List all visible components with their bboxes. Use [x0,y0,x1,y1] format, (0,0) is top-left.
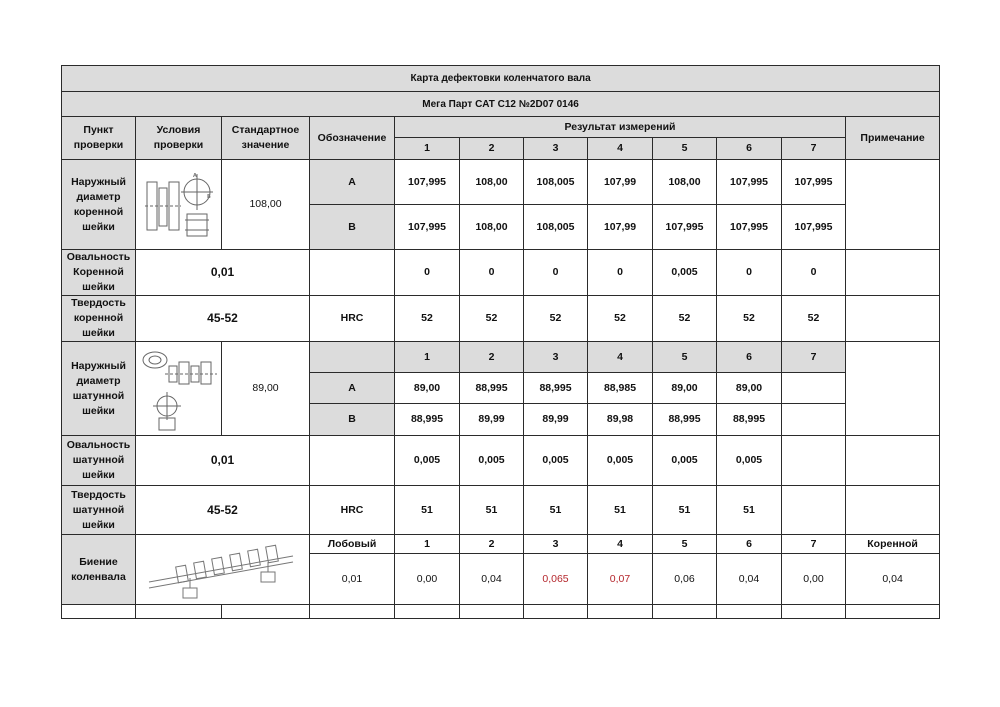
runout-value-highlighted: 0,07 [588,554,653,605]
value-cell: 52 [524,296,588,342]
card-subtitle: Мега Парт CAT C12 №2D07 0146 [62,92,940,117]
runout-col-1: 1 [395,535,460,554]
value-cell: 51 [524,486,588,535]
value-cell: 51 [717,486,782,535]
rod-col-4: 4 [588,342,653,373]
runout-note-value: 0,04 [846,554,940,605]
header-col-4: 4 [588,138,653,160]
designation-b: B [310,205,395,250]
runout-col-2: 2 [460,535,524,554]
defect-card-table [61,65,940,619]
value-cell: 107,995 [782,160,846,205]
header-point: Пункт проверки [62,117,136,160]
rod-journal-drawing-icon [139,346,219,432]
designation-a: A [310,373,395,404]
value-cell: 0 [395,250,460,296]
main-journal-standard: 108,00 [222,160,310,250]
empty-cell [717,605,782,619]
empty-cell [653,605,717,619]
value-cell: 52 [460,296,524,342]
value-cell: 52 [782,296,846,342]
empty-cell [222,605,310,619]
value-cell: 107,995 [653,205,717,250]
main-journal-ovality-label: Овальность Коренной шейки [62,250,136,296]
value-cell: 89,00 [395,373,460,404]
main-journal-diameter-label: Наружный диаметр коренной шейки [62,160,136,250]
value-cell: 0 [460,250,524,296]
value-cell: 52 [717,296,782,342]
value-cell: 107,995 [395,160,460,205]
rod-journal-drawing [136,342,222,436]
value-cell: 88,995 [717,404,782,436]
value-cell: 0,005 [460,436,524,486]
value-cell: 88,995 [653,404,717,436]
value-cell: 108,005 [524,160,588,205]
value-cell: 0 [588,250,653,296]
value-cell: 0,005 [653,250,717,296]
note-cell [846,342,940,436]
rod-col-5: 5 [653,342,717,373]
designation-b: B [310,404,395,436]
rod-col-2: 2 [460,342,524,373]
rod-journal-ovality-standard: 0,01 [136,436,310,486]
header-col-7: 7 [782,138,846,160]
runout-value-highlighted: 0,065 [524,554,588,605]
value-cell [782,373,846,404]
value-cell: 108,00 [653,160,717,205]
rod-journal-hardness-standard: 45-52 [136,486,310,535]
header-col-5: 5 [653,138,717,160]
value-cell: 0,005 [717,436,782,486]
designation-hrc: HRC [310,486,395,535]
empty-cell [62,605,136,619]
value-cell: 107,995 [717,160,782,205]
value-cell: 107,99 [588,160,653,205]
empty-cell [782,605,846,619]
note-cell [846,160,940,250]
empty-cell [524,605,588,619]
rod-col-3: 3 [524,342,588,373]
empty-cell [136,605,222,619]
svg-text:A: A [192,172,197,179]
value-cell: 88,995 [460,373,524,404]
runout-value: 0,04 [717,554,782,605]
header-col-6: 6 [717,138,782,160]
value-cell: 52 [395,296,460,342]
value-cell: 108,005 [524,205,588,250]
main-journal-drawing [136,160,222,250]
runout-value: 0,00 [782,554,846,605]
rod-journal-ovality-label: Овальность шатунной шейки [62,436,136,486]
runout-value: 0,00 [395,554,460,605]
value-cell [782,436,846,486]
value-cell: 51 [460,486,524,535]
rod-col-7: 7 [782,342,846,373]
value-cell: 88,985 [588,373,653,404]
card-title: Карта дефектовки коленчатого вала [62,66,940,92]
crankshaft-journal-drawing-icon [141,168,217,242]
runout-col-4: 4 [588,535,653,554]
empty-cell [310,605,395,619]
runout-note-header: Коренной [846,535,940,554]
value-cell: 108,00 [460,160,524,205]
note-cell [846,296,940,342]
runout-drawing [136,535,310,605]
empty-cell [460,605,524,619]
value-cell: 89,99 [524,404,588,436]
rod-col-6: 6 [717,342,782,373]
designation-empty [310,250,395,296]
runout-value: 0,04 [460,554,524,605]
designation-hrc: HRC [310,296,395,342]
header-col-3: 3 [524,138,588,160]
value-cell: 0 [524,250,588,296]
value-cell: 0,005 [653,436,717,486]
note-cell [846,486,940,535]
value-cell: 52 [588,296,653,342]
value-cell: 88,995 [395,404,460,436]
main-journal-hardness-label: Твердость коренной шейки [62,296,136,342]
value-cell: 0 [717,250,782,296]
designation-empty [310,342,395,373]
runout-value: 0,06 [653,554,717,605]
header-col-1: 1 [395,138,460,160]
value-cell: 52 [653,296,717,342]
value-cell [782,486,846,535]
value-cell: 107,99 [588,205,653,250]
value-cell: 0,005 [588,436,653,486]
header-standard: Стандартное значение [222,117,310,160]
value-cell: 108,00 [460,205,524,250]
value-cell: 107,995 [717,205,782,250]
runout-col-3: 3 [524,535,588,554]
empty-cell [395,605,460,619]
rod-journal-hardness-label: Твердость шатунной шейки [62,486,136,535]
value-cell: 0 [782,250,846,296]
value-cell [782,404,846,436]
svg-text:B: B [206,193,211,200]
value-cell: 107,995 [395,205,460,250]
rod-col-1: 1 [395,342,460,373]
empty-cell [846,605,940,619]
runout-col-7: 7 [782,535,846,554]
empty-cell [588,605,653,619]
main-journal-ovality-standard: 0,01 [136,250,310,296]
value-cell: 107,995 [782,205,846,250]
header-note: Примечание [846,117,940,160]
header-designation: Обозначение [310,117,395,160]
value-cell: 89,00 [717,373,782,404]
value-cell: 0,005 [395,436,460,486]
value-cell: 88,995 [524,373,588,404]
runout-col-5: 5 [653,535,717,554]
runout-face-value: 0,01 [310,554,395,605]
main-journal-hardness-standard: 45-52 [136,296,310,342]
value-cell: 0,005 [524,436,588,486]
value-cell: 89,00 [653,373,717,404]
header-conditions: Условия проверки [136,117,222,160]
crankshaft-runout-drawing-icon [143,538,303,602]
value-cell: 51 [395,486,460,535]
runout-label: Биение коленвала [62,535,136,605]
header-results: Результат измерений [395,117,846,138]
rod-journal-diameter-label: Наружный диаметр шатунной шейки [62,342,136,436]
value-cell: 51 [588,486,653,535]
value-cell: 89,98 [588,404,653,436]
runout-designation-header: Лобовый [310,535,395,554]
header-col-2: 2 [460,138,524,160]
runout-col-6: 6 [717,535,782,554]
value-cell: 51 [653,486,717,535]
rod-journal-standard: 89,00 [222,342,310,436]
note-cell [846,436,940,486]
value-cell: 89,99 [460,404,524,436]
designation-a: A [310,160,395,205]
note-cell [846,250,940,296]
designation-empty [310,436,395,486]
